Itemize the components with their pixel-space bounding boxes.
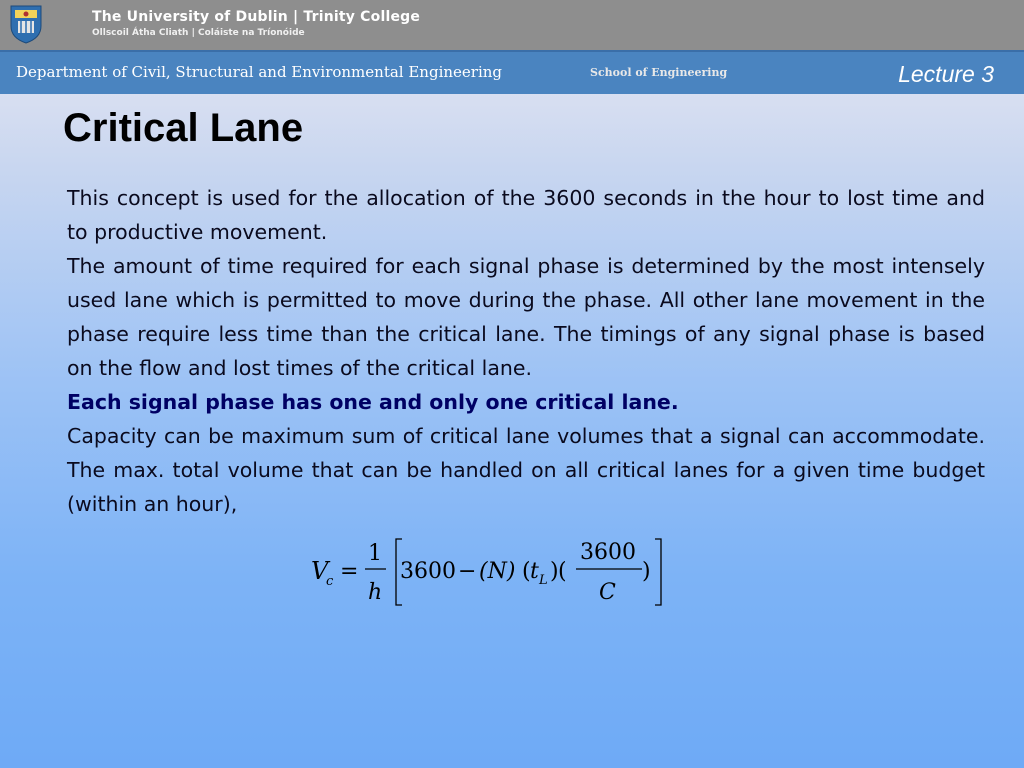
paragraph-phase-time: The amount of time required for each signal phase is determined by the most intensely used lane which is permitted to move during the phase. All other lane movement in the phase require less time than the critical lane. The timings of any signal phase is based on the flow and lost times of the critical lane.	[67, 254, 985, 380]
paragraph-concept: This concept is used for the allocation of the 3600 seconds in the hour to lost time and to productive movement.	[67, 186, 985, 244]
formula-lhs-subscript: c	[326, 574, 334, 589]
university-name: The University of Dublin | Trinity College	[92, 9, 421, 25]
slide-title: Critical Lane	[63, 106, 304, 150]
university-header-bar	[0, 0, 1024, 50]
formula-frac-numerator: 3600	[580, 540, 636, 565]
formula-frac-open: (	[558, 559, 567, 584]
formula-denominator: h	[368, 580, 383, 605]
formula-lhs: V	[311, 557, 329, 585]
department-bar	[0, 50, 1024, 94]
formula-t-variable: t	[530, 559, 539, 584]
formula-frac-close: )	[642, 559, 651, 584]
department-name: Department of Civil, Structural and Environmental Engineering	[16, 63, 503, 81]
formula-t-close: )	[550, 559, 559, 584]
formula-t-open: (	[522, 559, 531, 584]
formula-numerator: 1	[368, 541, 382, 566]
formula-right-bracket	[655, 539, 661, 605]
paragraph-key-statement: Each signal phase has one and only one critical lane.	[67, 390, 679, 414]
slide-body	[67, 181, 985, 521]
formula-base: 3600	[400, 559, 456, 584]
lecture-label: Lecture 3	[898, 61, 994, 87]
school-name: School of Engineering	[590, 66, 728, 79]
formula-minus: −	[458, 559, 477, 584]
capacity-formula	[308, 533, 678, 613]
paragraph-capacity: Capacity can be maximum sum of critical lane volumes that a signal can accommodate. The max. total volume that can be handled on all critical lanes for a given time budget (within an hour),	[67, 424, 985, 516]
formula-t-subscript: L	[539, 573, 548, 588]
university-name-irish: Ollscoil Átha Cliath | Coláiste na Tríonóide	[92, 28, 305, 38]
formula-n-term: (N)	[479, 559, 516, 584]
formula-frac-denominator: C	[599, 580, 616, 605]
university-crest-icon	[9, 4, 43, 44]
formula-equals: =	[340, 559, 359, 584]
